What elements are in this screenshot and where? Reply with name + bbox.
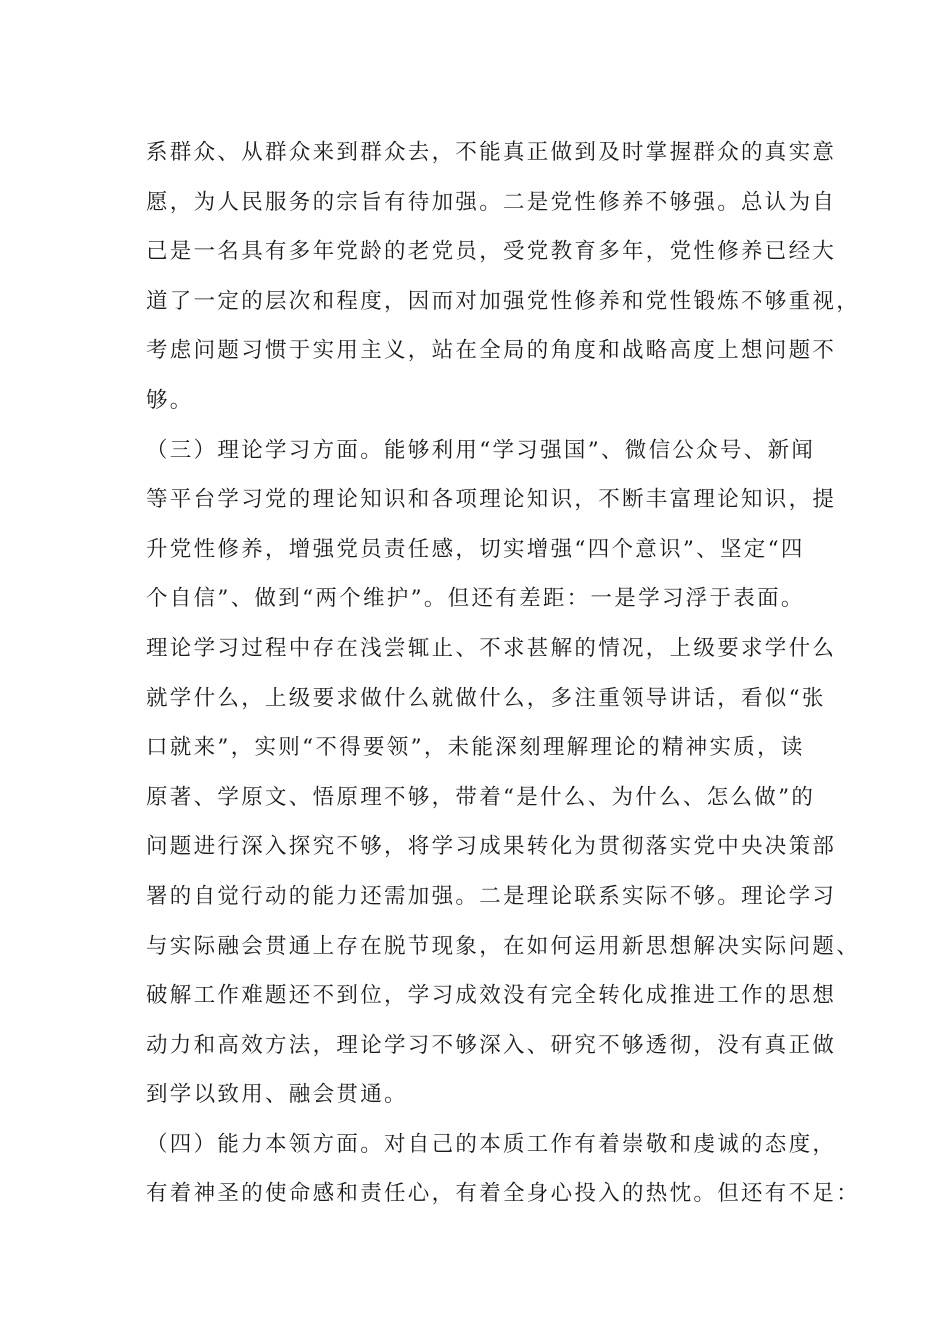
text-line: 动力和高效方法，理论学习不够深入、研究不够透彻，没有真正做 — [146, 1032, 837, 1058]
text-line: 道了一定的层次和程度，因而对加强党性修养和党性锻炼不够重视， — [146, 288, 861, 314]
text-line: 己是一名具有多年党龄的老党员，受党教育多年，党性修养已经大 — [146, 239, 837, 265]
text-line: 愿，为人民服务的宗旨有待加强。二是党性修养不够强。总认为自 — [146, 189, 837, 215]
section-heading-line: （四）能力本领方面。对自己的本质工作有着崇敬和虔诚的态度， — [146, 1131, 837, 1157]
text-line: 问题进行深入探究不够，将学习成果转化为贯彻落实党中央决策部 — [146, 834, 837, 860]
text-line: 系群众、从群众来到群众去，不能真正做到及时掌握群众的真实意 — [146, 140, 837, 165]
text-line: 够。 — [146, 387, 194, 413]
text-line: 等平台学习党的理论知识和各项理论知识，不断丰富理论知识，提 — [146, 487, 837, 513]
text-line: 到学以致用、融会贯通。 — [146, 1082, 408, 1108]
text-line: 口就来”，实则“不得要领”，未能深刻理解理论的精神实质，读 — [146, 735, 805, 761]
text-line: 就学什么，上级要求做什么就做什么，多注重领导讲话，看似“张 — [146, 685, 826, 711]
text-line: 破解工作难题还不到位，学习成效没有完全转化成推进工作的思想 — [146, 983, 837, 1009]
section-heading-line: （三）理论学习方面。能够利用“学习强国”、微信公众号、新闻 — [146, 437, 816, 463]
text-line: 个自信”、做到“两个维护”。但还有差距：一是学习浮于表面。 — [146, 586, 805, 612]
text-line: 有着神圣的使命感和责任心，有着全身心投入的热忱。但还有不足： — [146, 1181, 861, 1207]
text-line: 原著、学原文、悟原理不够，带着“是什么、为什么、怎么做”的 — [146, 784, 816, 810]
text-line: 与实际融会贯通上存在脱节现象，在如何运用新思想解决实际问题、 — [146, 933, 861, 959]
text-line: 考虑问题习惯于实用主义，站在全局的角度和战略高度上想问题不 — [146, 338, 837, 364]
document-body — [146, 128, 861, 1219]
text-line: 升党性修养，增强党员责任感，切实增强“四个意识”、坚定“四 — [146, 536, 805, 562]
text-line: 署的自觉行动的能力还需加强。二是理论联系实际不够。理论学习 — [146, 883, 837, 909]
text-line: 理论学习过程中存在浅尝辄止、不求甚解的情况，上级要求学什么 — [146, 635, 837, 661]
